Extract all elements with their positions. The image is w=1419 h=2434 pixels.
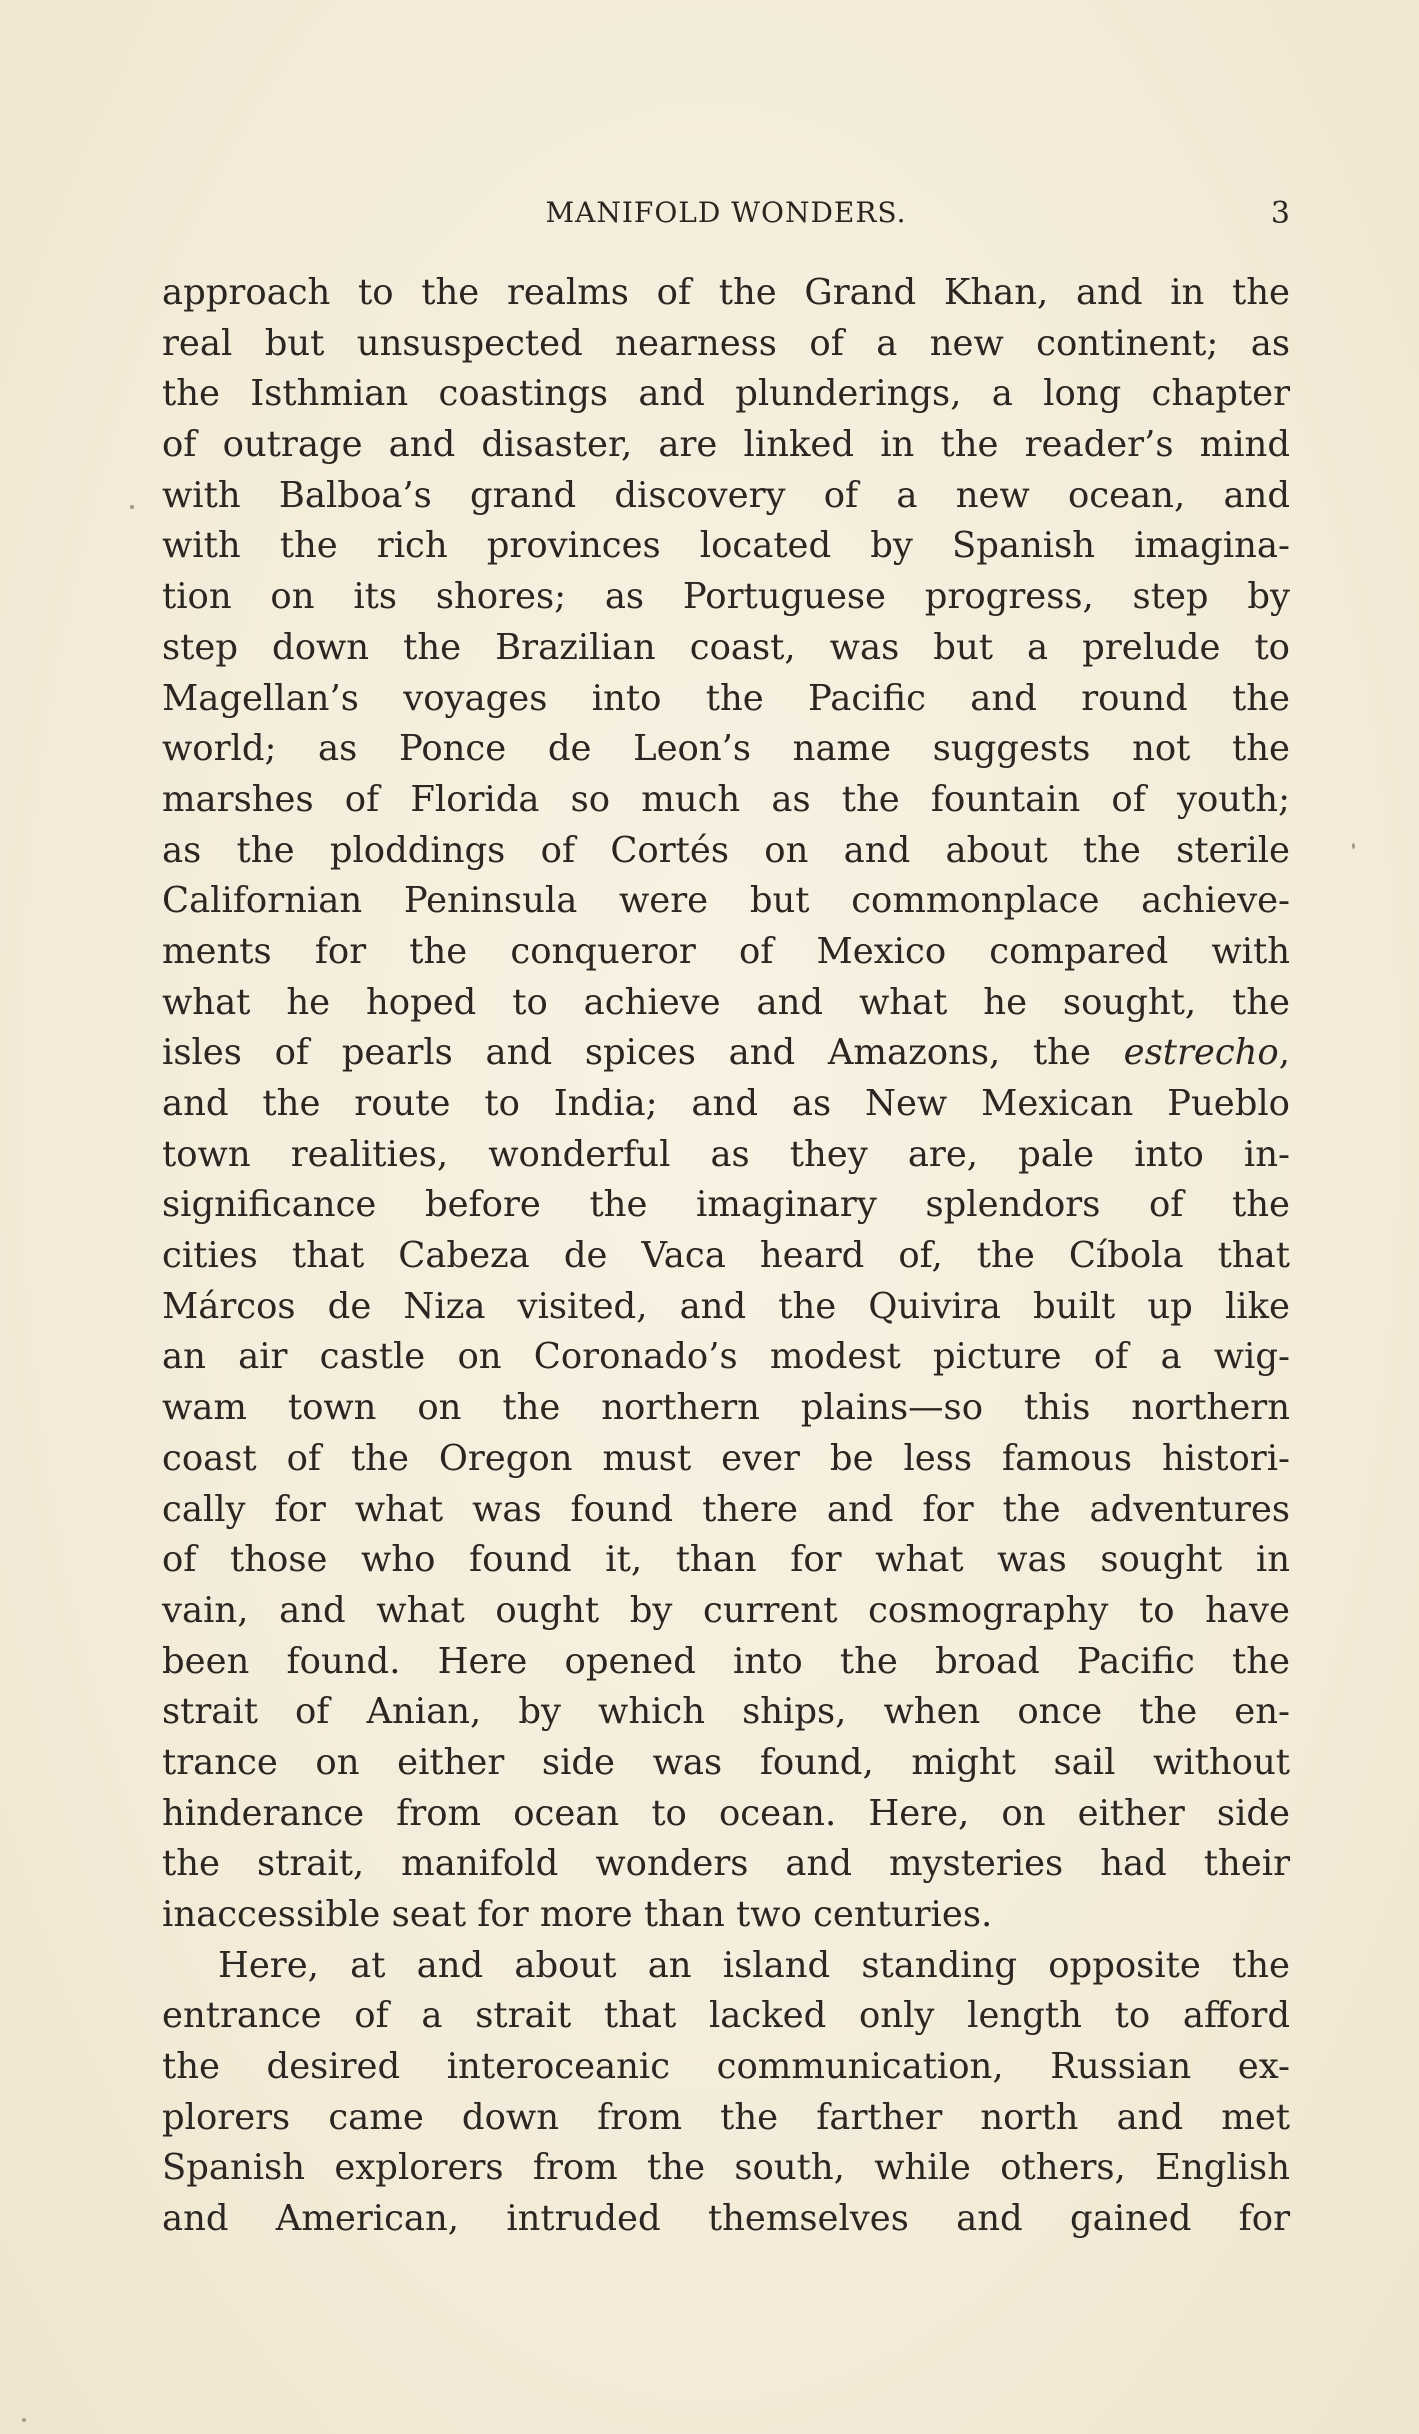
text-line: cally for what was found there and for the adventures [162,1488,1290,1530]
text-line: as the ploddings of Cortés on and about the sterile [162,829,1290,871]
text-line: real but unsuspected nearness of a new continent; as [162,322,1290,364]
text-line: significance before the imaginary splendors of the [162,1184,1290,1226]
text-line: Márcos de Niza visited, and the Quivira built up like [162,1285,1290,1327]
text-line: of those who found it, than for what was sought in [162,1539,1290,1581]
text-line: town realities, wonderful as they are, pale into in- [162,1133,1290,1175]
text-line: cities that Cabeza de Vaca heard of, the Cíbola that [162,1235,1290,1277]
page-header [162,196,1290,236]
text-line: of outrage and disaster, are linked in the reader’s mind [162,424,1290,466]
text-line: coast of the Oregon must ever be less famous histori- [162,1437,1290,1479]
text-line: world; as Ponce de Leon’s name suggests not the [162,728,1290,770]
paper-speck [1352,843,1355,849]
body-text [162,268,1290,2245]
text-line: wam town on the northern plains—so this northern [162,1387,1290,1429]
text-line: with Balboa’s grand discovery of a new ocean, and [162,474,1290,516]
text-line: what he hoped to achieve and what he sought, the [162,981,1290,1023]
text-line: step down the Brazilian coast, was but a prelude to [162,626,1290,668]
text-line: Magellan’s voyages into the Pacific and round the [162,677,1290,719]
paragraph-1 [162,268,1290,1941]
text-line: and the route to India; and as New Mexican Pueblo [162,1083,1290,1124]
text-line: ments for the conqueror of Mexico compared with [162,930,1290,972]
text-line: marshes of Florida so much as the fountain of youth; [162,778,1290,820]
text-line: and American, intruded themselves and gained for [162,2198,1290,2240]
page-number: 3 [1270,196,1290,231]
text-line: Here, at and about an island standing opposite the [218,1944,1290,1986]
text-line: plorers came down from the farther north and met [162,2096,1290,2138]
text-line: Californian Peninsula were but commonplace achieve- [162,880,1290,922]
text-line: approach to the realms of the Grand Khan, and in the [162,272,1290,313]
text-line: an air castle on Coronado’s modest picture of a wig- [162,1336,1290,1378]
text-line: the desired interoceanic communication, Russian ex- [162,2046,1290,2088]
text-line: vain, and what ought by current cosmography to have [162,1589,1290,1631]
text-line: been found. Here opened into the broad Pacific the [162,1640,1290,1682]
italic-word: estrecho [1123,1032,1279,1074]
text-line: strait of Anian, by which ships, when once the en- [162,1691,1290,1733]
paper-speck [22,2418,26,2422]
text-line: the Isthmian coastings and plunderings, a long chapter [162,373,1290,415]
running-title: MANIFOLD WONDERS. [545,196,907,229]
text-line: hinderance from ocean to ocean. Here, on either side [162,1792,1290,1834]
text-line: inaccessible seat for more than two centuries. [162,1894,993,1935]
text-line: with the rich provinces located by Spanish imagina- [162,525,1290,567]
text-line: the strait, manifold wonders and mysteries had their [162,1843,1290,1885]
text-line: Spanish explorers from the south, while others, English [162,2147,1290,2189]
paragraph-2 [162,1941,1290,2245]
text-line: trance on either side was found, might sail without [162,1741,1290,1783]
text-line: tion on its shores; as Portuguese progress, step by [162,576,1290,618]
text-line: entrance of a strait that lacked only length to afford [162,1995,1290,2037]
text-line: isles of pearls and spices and Amazons, the estrecho, [162,1032,1290,1074]
paper-speck [130,505,134,509]
